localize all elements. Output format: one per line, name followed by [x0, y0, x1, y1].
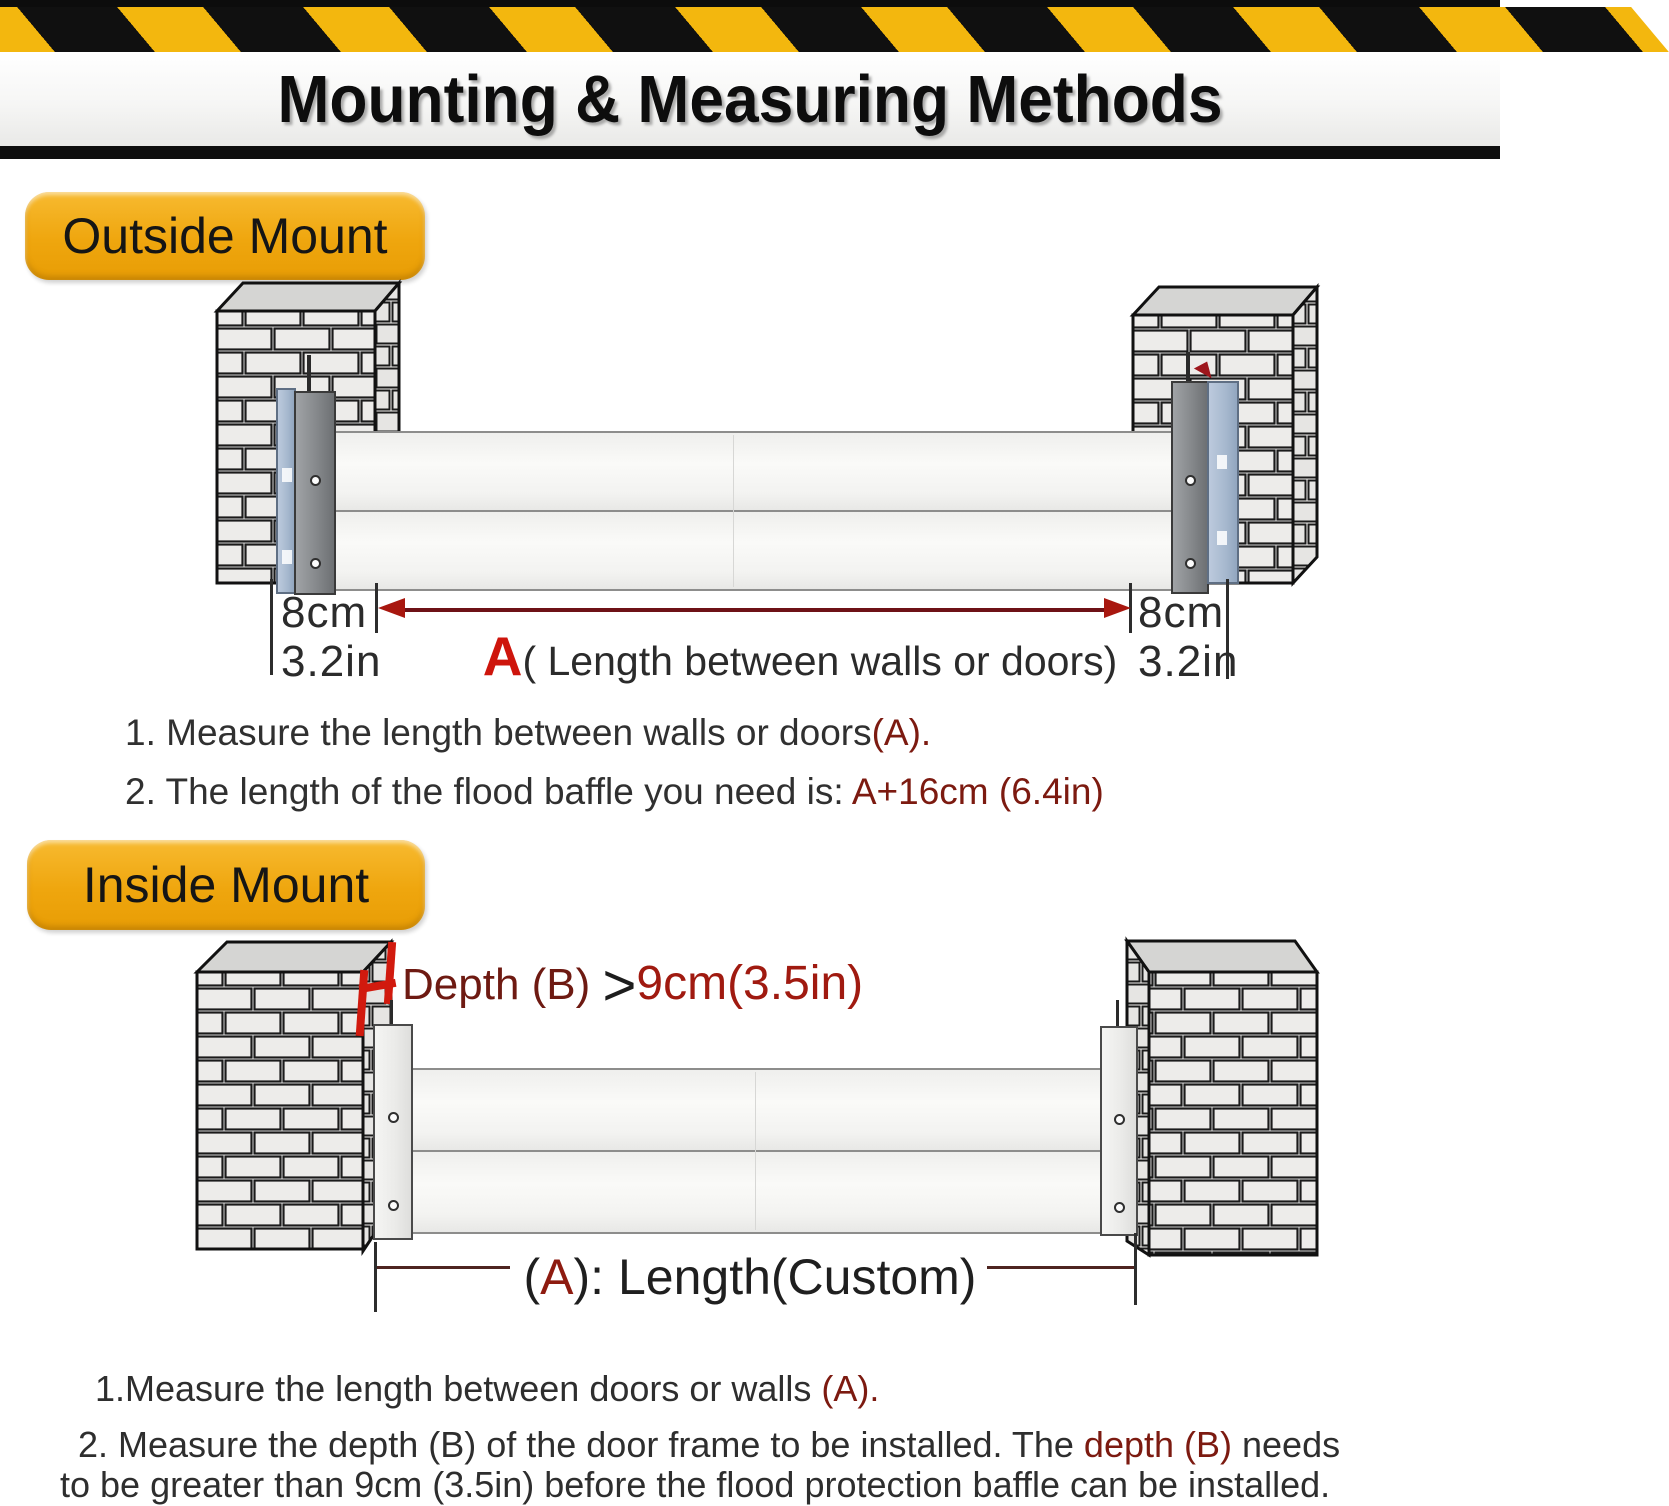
instruction-step: to be greater than 9cm (3.5in) before the flood protection baffle can be installed. [60, 1464, 1331, 1505]
inside-mount-badge: Inside Mount [27, 840, 425, 930]
title-band [0, 52, 1500, 146]
screw-hole [1114, 1114, 1125, 1125]
seal-strip-left [276, 388, 296, 594]
dim-tick [374, 1242, 377, 1312]
barrier-panel-bottom [410, 1150, 1104, 1234]
barrier-panel-top [410, 1068, 1104, 1152]
inside-flood-barrier [410, 1068, 1104, 1234]
outside-mount-instructions [125, 712, 1104, 813]
inside-right-brick-pillar [1125, 939, 1319, 1257]
mount-channel-left [294, 391, 336, 595]
dim-line-left [377, 1266, 510, 1269]
anchor-pin-right [1186, 352, 1190, 384]
screw-hole [1185, 558, 1196, 569]
custom-length-label: (A): Length(Custom) [523, 1249, 977, 1305]
barrier-panel-top [333, 431, 1173, 512]
variable-a: A [482, 625, 523, 687]
anchor-pin-right [1116, 1000, 1119, 1026]
dim-line-right [987, 1266, 1134, 1269]
mount-channel-left [373, 1024, 413, 1240]
instruction-step: 2. Measure the depth (B) of the door frame to be installed. The depth (B) needs [78, 1424, 1341, 1465]
screw-hole [388, 1200, 399, 1211]
barrier-seam [733, 435, 734, 587]
banner-divider-bar [0, 146, 1500, 159]
right-offset-label: 8cm 3.2in [1138, 588, 1239, 686]
screw-hole [1185, 475, 1196, 486]
seal-strip-right [1207, 381, 1239, 584]
screw-hole [310, 558, 321, 569]
instruction-step: 2. The length of the flood baffle you need is: A+16cm (6.4in) [125, 771, 1104, 812]
screw-hole [388, 1112, 399, 1123]
screw-hole [310, 475, 321, 486]
depth-requirement-label: Depth (B) >9cm(3.5in) [402, 953, 864, 1018]
instruction-step: 1. Measure the length between walls or doors(A). [125, 712, 932, 753]
outside-flood-barrier [333, 431, 1173, 591]
variable-a: A [540, 1249, 574, 1305]
barrier-panel-bottom [333, 510, 1173, 591]
anchor-pin-left [307, 355, 311, 393]
left-offset-label: 8cm 3.2in [281, 588, 382, 686]
instruction-step: 1.Measure the length between doors or walls (A). [95, 1368, 880, 1409]
arrowhead-left-icon [378, 598, 405, 618]
screw-hole [1114, 1202, 1125, 1213]
outside-mount-badge: Outside Mount [25, 192, 425, 280]
anchor-pin-left [390, 1000, 393, 1026]
dim-tick [270, 579, 273, 675]
arrowhead-right-icon [1104, 598, 1131, 618]
barrier-seam [755, 1072, 756, 1230]
mount-channel-right [1171, 381, 1209, 594]
length-between-walls-label: A( Length between walls or doors) [482, 625, 1118, 687]
length-dimension-arrow [403, 608, 1109, 612]
mount-channel-right [1100, 1026, 1138, 1236]
dim-tick [1134, 1233, 1137, 1305]
page-title: Mounting & Measuring Methods [277, 62, 1223, 137]
hazard-stripe-banner [0, 7, 1500, 52]
